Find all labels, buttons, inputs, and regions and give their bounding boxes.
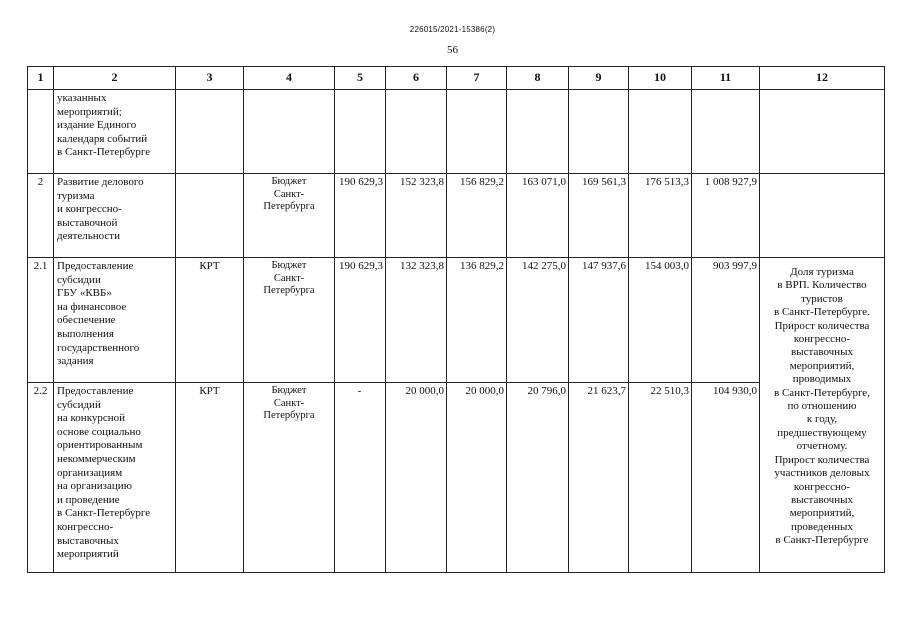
row-value-10 — [629, 90, 692, 174]
row-value-10: 22 510,3 — [629, 383, 692, 573]
row-value-5: 190 629,3 — [335, 258, 386, 383]
row-value-5: - — [335, 383, 386, 573]
row-value-11: 104 930,0 — [692, 383, 760, 573]
col-header-9: 9 — [569, 67, 629, 90]
row-value-7: 20 000,0 — [447, 383, 507, 573]
row-value-5 — [335, 90, 386, 174]
row-value-5: 190 629,3 — [335, 174, 386, 258]
row-value-10: 154 003,0 — [629, 258, 692, 383]
row-value-7: 156 829,2 — [447, 174, 507, 258]
row-value-11 — [692, 90, 760, 174]
row-value-6: 152 323,8 — [386, 174, 447, 258]
row-source — [244, 90, 335, 174]
row-number — [28, 90, 54, 174]
row-source: Бюджет Санкт- Петербурга — [244, 174, 335, 258]
row-value-7 — [447, 90, 507, 174]
row-value-9: 169 561,3 — [569, 174, 629, 258]
row-executor — [176, 90, 244, 174]
row-source: Бюджет Санкт- Петербурга — [244, 258, 335, 383]
col-header-3: 3 — [176, 67, 244, 90]
table-row — [28, 258, 885, 383]
row-name: Развитие делового туризма и конгрессно- выставочной деятельности — [54, 174, 176, 258]
page-number: 56 — [447, 44, 458, 56]
row-value-9: 147 937,6 — [569, 258, 629, 383]
row-executor: КРТ — [176, 383, 244, 573]
row-number: 2 — [28, 174, 54, 258]
table-row — [28, 90, 885, 174]
col-header-11: 11 — [692, 67, 760, 90]
header-row — [28, 67, 885, 90]
row-value-8: 20 796,0 — [507, 383, 569, 573]
row-value-7: 136 829,2 — [447, 258, 507, 383]
row-number: 2.1 — [28, 258, 54, 383]
col-header-2: 2 — [54, 67, 176, 90]
col-header-8: 8 — [507, 67, 569, 90]
row-value-8: 163 071,0 — [507, 174, 569, 258]
col-header-5: 5 — [335, 67, 386, 90]
row-value-6: 20 000,0 — [386, 383, 447, 573]
table-row — [28, 383, 885, 573]
row-executor: КРТ — [176, 258, 244, 383]
row-name: Предоставление субсидии ГБУ «КВБ» на финансовое обеспечение выполнения государственного задания — [54, 258, 176, 383]
row-name: указанных мероприятий; издание Единого календаря событий в Санкт-Петербурге — [54, 90, 176, 174]
col-header-12: 12 — [760, 67, 885, 90]
row-executor — [176, 174, 244, 258]
row-value-10: 176 513,3 — [629, 174, 692, 258]
document-id: 226015/2021-15386(2) — [409, 25, 496, 34]
program-table — [27, 66, 885, 573]
col-header-10: 10 — [629, 67, 692, 90]
row-indicator-empty — [760, 90, 885, 174]
row-indicator-empty — [760, 174, 885, 258]
row-source: Бюджет Санкт- Петербурга — [244, 383, 335, 573]
col-header-1: 1 — [28, 67, 54, 90]
row-value-9 — [569, 90, 629, 174]
row-value-11: 1 008 927,9 — [692, 174, 760, 258]
row-value-11: 903 997,9 — [692, 258, 760, 383]
row-value-9: 21 623,7 — [569, 383, 629, 573]
row-value-8: 142 275,0 — [507, 258, 569, 383]
row-number: 2.2 — [28, 383, 54, 573]
row-value-8 — [507, 90, 569, 174]
row-value-6 — [386, 90, 447, 174]
col-header-6: 6 — [386, 67, 447, 90]
col-header-7: 7 — [447, 67, 507, 90]
row-indicator: Доля туризма в ВРП. Количество туристов в Санкт-Петербурге. Прирост количества конгрессно- выставочных мероприятий, проводимых в Санкт-Петербурге, по отношению к году, предшествующему отчетному. Прирост количества участников деловых конгрессно- выставочных мероприятий, проведенных в Санкт-Петербурге — [760, 258, 885, 573]
row-name: Предоставление субсидий на конкурсной основе социально ориентированным некоммерческим организациям на организацию и проведение в Санкт-Петербурге конгрессно- выставочных мероприятий — [54, 383, 176, 573]
row-value-6: 132 323,8 — [386, 258, 447, 383]
col-header-4: 4 — [244, 67, 335, 90]
table-row — [28, 174, 885, 258]
